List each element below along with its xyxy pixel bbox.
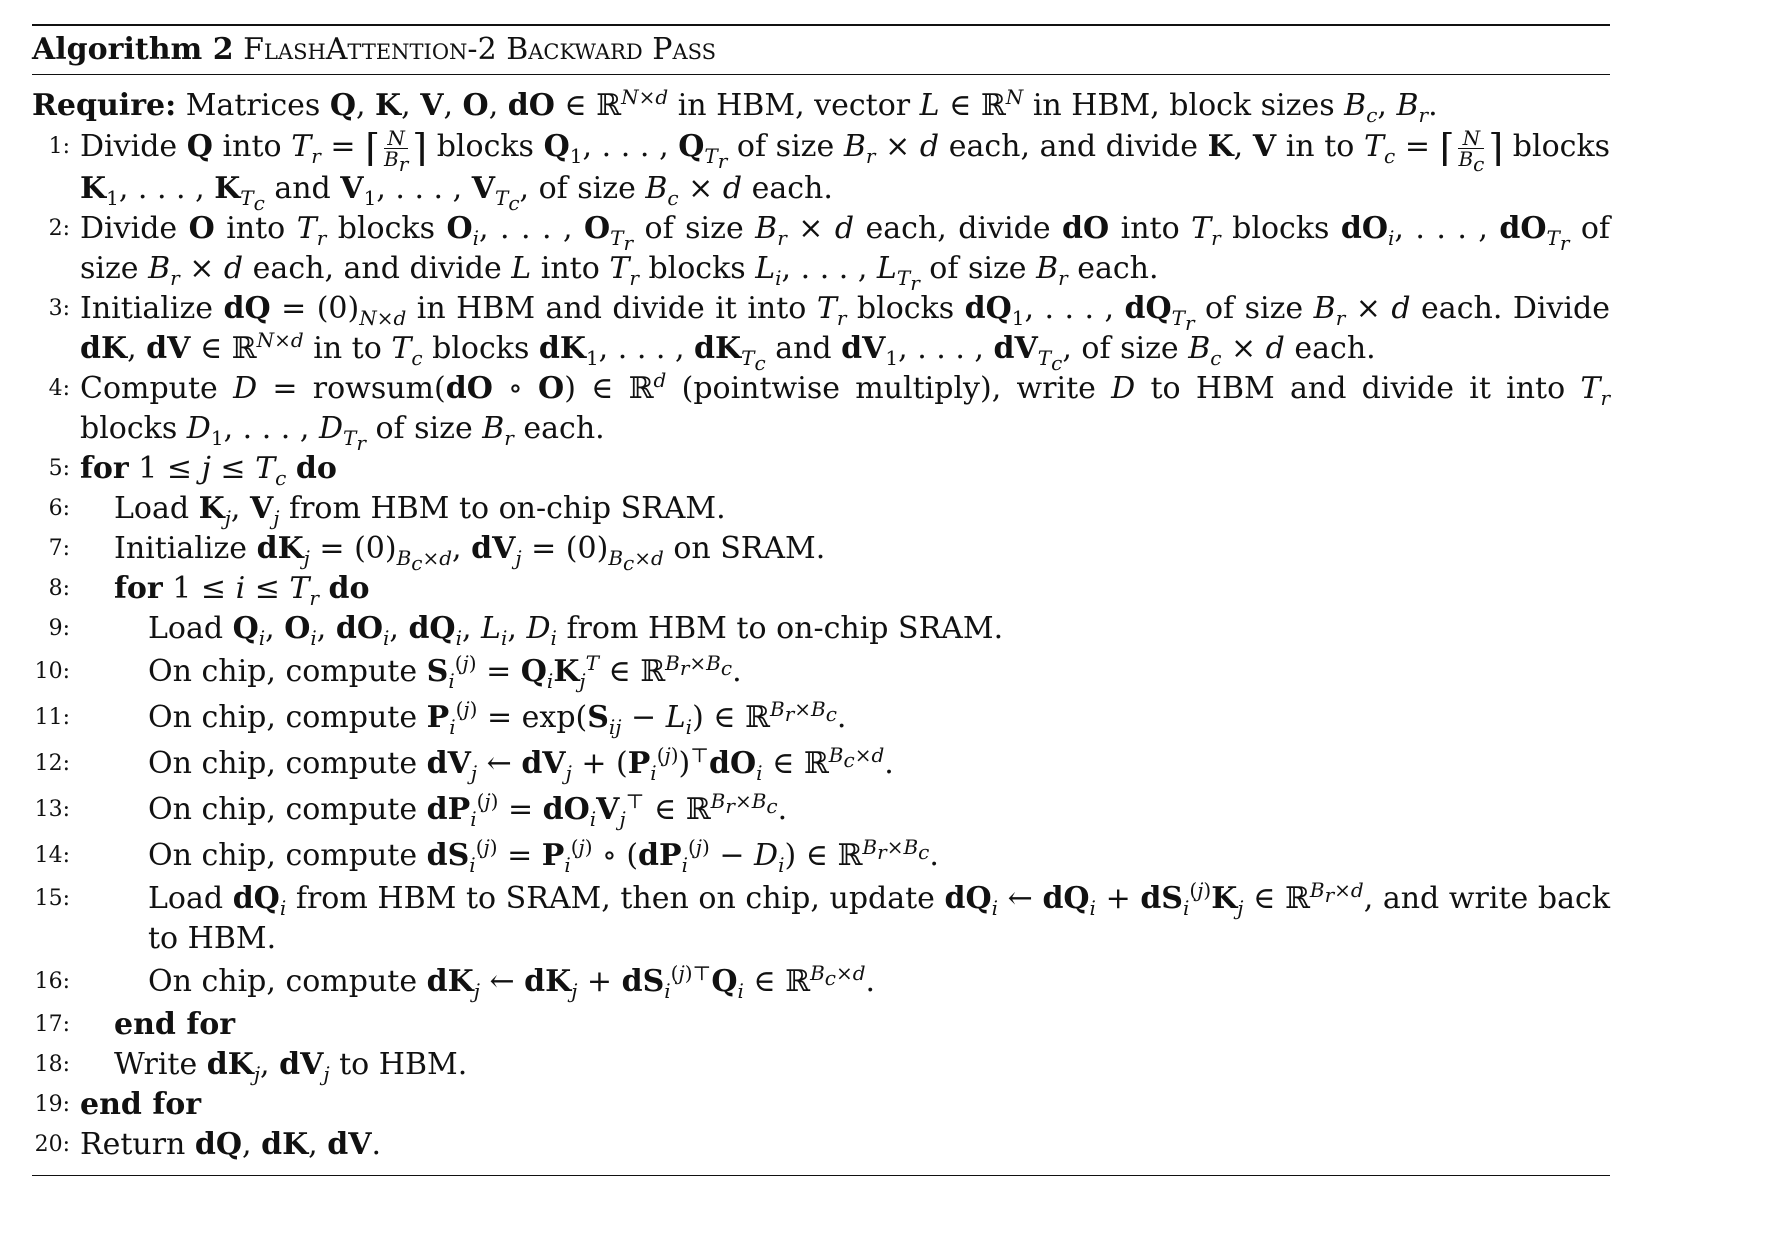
- line-number: 16:: [34, 968, 70, 994]
- require-label: Require:: [32, 88, 177, 123]
- line-text: end for: [80, 1086, 202, 1122]
- line-text: Divide Q into $T_r$ = ⌈ $\frac{N}{B_r}$ ⌉ blocks $Q_1$, . . . , $Q_{T_r}$ of size $B_r \times d$ each, and divide K, V in to $T_c$ = ⌈ $\frac{N}{B_c}$ ⌉ blocks $K_1$, . . . , $K_{T_c}$ and $V_1$, . . . , $V_{T_c}$, of size $B_c \times d$ each.: [80, 125, 1611, 215]
- line-number: 18:: [34, 1051, 70, 1077]
- line-text: On chip, compute $dP_i^{(j)} = dO_iV_j^⊤$ ∈ ℝ$^{B_r\times B_c}$.: [148, 788, 788, 831]
- algo-line-19: [32, 1085, 1610, 1125]
- line-number: 13:: [34, 796, 70, 822]
- algorithm-header: [32, 26, 1610, 74]
- line-text: Compute D = rowsum(dO ∘ O) ∈ ℝ$^d$ (pointwise multiply), write D to HBM and divide it into $T_r$ blocks $D_1$, . . . , $D_{T_r}$ of size $B_r$ each.: [80, 367, 1610, 455]
- algo-line-8: [32, 569, 1610, 609]
- line-number: 7:: [48, 535, 70, 561]
- algo-line-10: [32, 649, 1610, 695]
- algo-line-16: [32, 959, 1610, 1005]
- algo-line-6: [32, 489, 1610, 529]
- line-text: On chip, compute $dS_i^{(j)} = P_i^{(j)}$ ∘ $(dP_i^{(j)} - D_i)$ ∈ ℝ$^{B_r\times B_c}$.: [148, 834, 939, 877]
- line-number: 8:: [48, 575, 70, 601]
- line-text: for $1 \le i \le T_r$ do: [114, 570, 370, 610]
- line-text: Divide O into $T_r$ blocks $O_i$, . . . , $O_{T_r}$ of size $B_r \times d$ each, divide dO into $T_r$ blocks $dO_i$, . . . , $dO_{T_r}$ of size $B_r \times d$ each, and divide L into $T_r$ blocks $L_i$, . . . , $L_{T_r}$ of size $B_r$ each.: [80, 210, 1611, 295]
- line-number: 9:: [48, 615, 70, 641]
- line-text: On chip, compute $dK_j$ ← $dK_j + dS_i^{(j)⊤}Q_i$ ∈ ℝ$^{B_c\times d}$.: [148, 960, 876, 1003]
- line-number: 2:: [48, 215, 70, 241]
- algo-line-11: [32, 695, 1610, 741]
- require-text: Matrices Q, K, V, O, dO ∈ ℝ$^{N\times d}$ in HBM, vector L ∈ ℝ$^N$ in HBM, block sizes $B_c$, $B_r$.: [185, 85, 1438, 127]
- line-text: Initialize $dK_j = (0)_{B_c\times d}$, $dV_j = (0)_{B_c\times d}$ on SRAM.: [114, 530, 826, 575]
- algorithm-title: FlashAttention-2 Backward Pass: [243, 32, 717, 67]
- line-number: 10:: [34, 658, 70, 684]
- line-number: 14:: [34, 842, 70, 868]
- line-number: 17:: [34, 1011, 70, 1037]
- algo-line-7: [32, 529, 1610, 575]
- algo-line-9: [32, 609, 1610, 649]
- algo-line-13: [32, 787, 1610, 833]
- line-text: On chip, compute $dV_j$ ← $dV_j + (P_i^{(j)})^⊤dO_i$ ∈ ℝ$^{B_c\times d}$.: [148, 742, 894, 785]
- algorithm-label: Algorithm 2: [32, 32, 234, 67]
- algo-line-5: [32, 449, 1610, 489]
- algo-line-18: [32, 1045, 1610, 1085]
- line-text: end for: [114, 1006, 236, 1042]
- algo-line-20: [32, 1125, 1610, 1165]
- line-number: 12:: [34, 750, 70, 776]
- line-text: Initialize dQ = $(0)_{N\times d}$ in HBM and divide it into $T_r$ blocks $dQ_1$, . . . , $dQ_{T_r}$ of size $B_r \times d$ each. Divide dK, dV ∈ ℝ$^{N\times d}$ in to $T_c$ blocks $dK_1$, . . . , $dK_{T_c}$ and $dV_1$, . . . , $dV_{T_c}$, of size $B_c \times d$ each.: [80, 290, 1610, 375]
- line-number: 6:: [48, 495, 70, 521]
- line-number: 5:: [48, 455, 70, 481]
- line-number: 3:: [48, 295, 70, 321]
- algorithm-block: [32, 24, 1610, 1176]
- require-line: [32, 85, 1610, 127]
- algo-line-17: [32, 1005, 1610, 1045]
- line-number: 11:: [34, 704, 70, 730]
- algo-line-3: [32, 289, 1610, 375]
- bottom-rule: [32, 1175, 1610, 1176]
- algo-line-14: [32, 833, 1610, 879]
- algo-line-15: [32, 879, 1610, 959]
- algo-line-1: [32, 125, 1611, 215]
- line-text: On chip, compute $P_i^{(j)} = \exp(S_{ij} - L_i)$ ∈ ℝ$^{B_r\times B_c}$.: [148, 696, 847, 739]
- line-text: On chip, compute $S_i^{(j)} = Q_iK_j^T$ ∈ ℝ$^{B_r\times B_c}$.: [148, 650, 742, 693]
- line-number: 19:: [34, 1091, 70, 1117]
- line-text: for $1 \le j \le T_c$ do: [80, 450, 337, 490]
- line-number: 1:: [48, 134, 70, 159]
- line-number: 4:: [48, 375, 70, 401]
- line-number: 15:: [34, 885, 70, 911]
- line-text: Load $dQ_i$ from HBM to SRAM, then on chip, update $dQ_i$ ← $dQ_i + dS_i^{(j)}K_j$ ∈ ℝ$^{B_r\times d}$, and write back to HBM.: [148, 877, 1610, 956]
- algo-line-4: [32, 367, 1610, 455]
- line-text: Write $dK_j$, $dV_j$ to HBM.: [114, 1046, 468, 1086]
- line-text: Return dQ, dK, dV.: [80, 1126, 382, 1162]
- algo-line-12: [32, 741, 1610, 787]
- line-text: Load $Q_i$, $O_i$, $dO_i$, $dQ_i$, $L_i$, $D_i$ from HBM to on-chip SRAM.: [148, 610, 1004, 650]
- algo-line-2: [32, 209, 1611, 295]
- algorithm-body: [32, 75, 1610, 1175]
- line-number: 20:: [34, 1131, 70, 1157]
- line-text: Load $K_j$, $V_j$ from HBM to on-chip SRAM.: [114, 490, 726, 530]
